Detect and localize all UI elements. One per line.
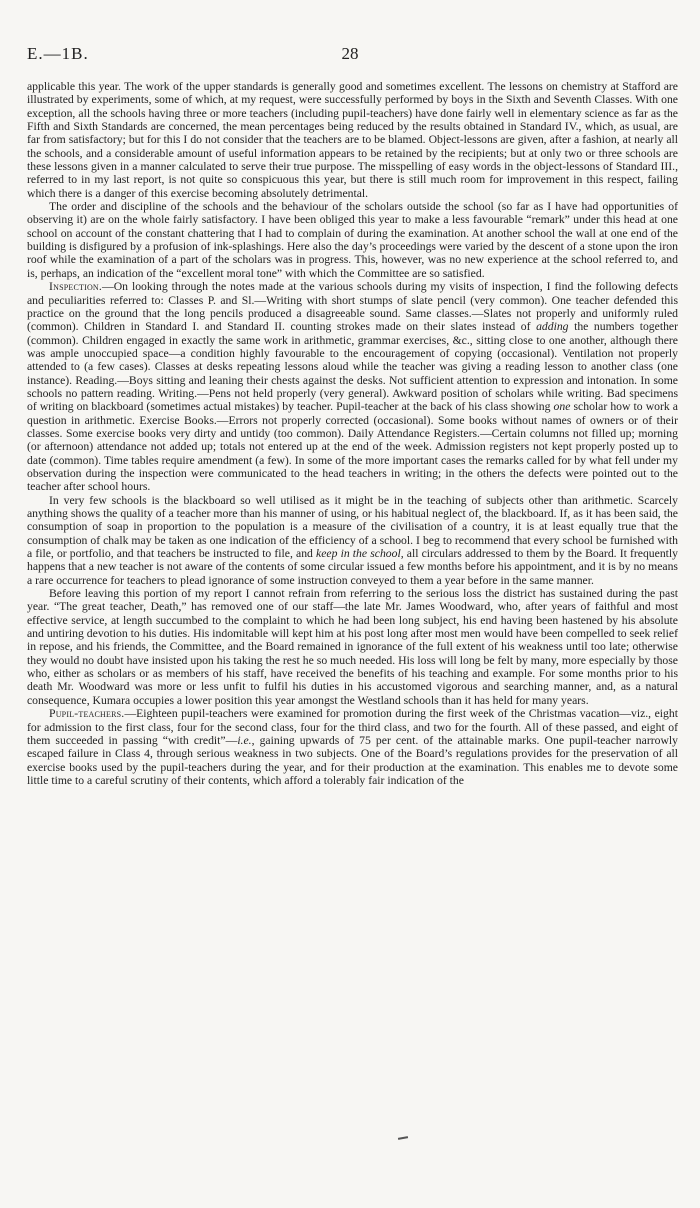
paragraph: [27, 587, 678, 707]
page-header: [0, 44, 700, 68]
paragraph-text: In very few schools is the blackboard so well utilised as it might be in the teaching of subjects other than arithmetic. Scarcely anything shows the quality of a teacher more than his manner of using, or his habitual neglect of, the blackboard. If, as it has been said, the consumption of soap in proportion to the population is a measure of the civilisation of a country, it is at least equally true that the consumption of chalk may be taken as one indication of the efficiency of a school. I beg to recommend that every school be furnished with a file, or portfolio, and that teachers be instructed to file, and: [27, 493, 678, 561]
paragraph-text: all circulars addressed to them by the Board. It frequently happens that a new teacher is not aware of the contents of some circular issued a few months before his appointment, and it is by no means a rare occurrence for teachers to plead ignorance of some instruction conveyed to them a year before in the same manner.: [27, 547, 679, 587]
paragraph-text: applicable this year. The work of the upper standards is generally good and sometimes excellent. The lessons on chemistry at Stafford are illustrated by experiments, some of which, at my request, were successfully performed by boys in the Sixth and Seventh Classes. With one exception, all the schools having three or more teachers (including pupil-teachers) have done fairly well in elementary science as far as the Fifth and Sixth Standards are concerned, the mean percentages being reduced by the results obtained in Standard IV., which, as usual, are far from satisfactory; but for this I do not consider that the teachers are to be blamed. Object-lessons are given, after a fashion, at nearly all the schools, and a considerable amount of useful information appears to be retained by the recipients; but at only two or three schools are these lessons given in a manner calculated to serve their true purpose. The misspelling of easy words in the object-lessons of Standard III., referred to in my last report, is not quite so conspicuous this year, but there is still much room for improvement in this respect, failing which there is a danger of this exercise becoming absolutely detrimental.: [27, 80, 678, 200]
paragraph: [27, 200, 678, 280]
section-heading: Pupil-teachers.: [49, 707, 125, 721]
document-body: [27, 80, 678, 787]
emphasis-text: one: [553, 400, 571, 414]
paragraph: [27, 707, 678, 787]
paragraph-text: the numbers together (common). Children engaged in exactly the same work in arithmetic, grammar exercises, &c., sitting close to one another, although there was ample unoccupied space—a condition highly favourable to the encouragement of copying (occasional). Ventilation not properly attended to (a few cases). Classes at desks repeating lessons aloud while the teacher was giving a reading lesson to another class (one instance). Reading.—Boys sitting and leaning their chests against the desks. Not sufficient attention to expression and intonation. In some schools no pattern reading. Writing.—Pens not held properly (very general). Awkward position of scholars while writing. Bad specimens of writing on blackboard (sometimes actual mistakes) by teacher. Pupil-teacher at the back of his class showing: [27, 320, 678, 414]
paragraph-text: Before leaving this portion of my report I cannot refrain from referring to the serious loss the district has sustained during the past year. “The great teacher, Death,” has removed one of our staff—the late Mr. James Woodward, who, after years of faithful and most effective service, at length succumbed to the complaint to which he had been long subject, his end having been hastened by his absolute and untiring devotion to his duties. His indomitable will kept him at his post long after most men would have been compelled to seek relief in repose, and his friends, the Committee, and the Board remained in ignorance of the full extent of his weakness until too late; otherwise they would no doubt have insisted upon his taking the rest he so much needed. His loss will long be felt by many, more especially by those who, either as scholars or as members of his staff, have received the benefits of his teaching and example. For some months prior to his death Mr. Woodward was more or less unfit to fulfil his duties in his accustomed vigorous and searching manner, and, as a natural consequence, Kumara occupies a lower position this year amongst the Westland schools than it has held for many years.: [27, 587, 678, 707]
paragraph: [27, 80, 678, 200]
page-number: 28: [341, 44, 359, 63]
section-heading: Inspection.: [49, 280, 103, 294]
paragraph-text: —Eighteen pupil-teachers were examined for promotion during the first week of the Christmas vacation—viz., eight for admission to the first class, four for the second class, four for the third class, and two for the fourth. All of these passed, and eight of them succeeded in passing “with credit”—: [27, 707, 678, 747]
ink-mark: [398, 1136, 408, 1140]
paragraph: [27, 280, 678, 494]
paragraph: [27, 494, 678, 587]
emphasis-text: adding: [536, 320, 569, 334]
paragraph-text: The order and discipline of the schools and the behaviour of the scholars outside the school (so far as I have had opportunities of observing it) are on the whole fairly satisfactory. I have been obliged this year to make a less favourable “remark” under this head at one school on account of the constant chattering that I had to complain of during the examination. At another school the wall at one end of the building is disfigured by a profusion of ink-splashings. Here also the day’s proceedings were varied by the descent of a stone upon the iron roof while the examination of a part of the scholars was in progress. This, however, was no new experience at the school referred to, and is, perhaps, an indication of the “excellent moral tone” with which the Committee are so satisfied.: [27, 200, 678, 280]
paragraph-text: —On looking through the notes made at the various schools during my visits of inspection, I find the following defects and peculiarities referred to: Classes P. and Sl.—Writing with short stumps of slate pencil (very common). One teacher defended this practice on the ground that the long pencils produced a disagreeable sound. Same classes.—Slates not properly and uniformly ruled (common). Children in Standard I. and Standard II. counting strokes made on their slates instead of: [27, 280, 678, 334]
emphasis-text: keep in the school,: [316, 547, 404, 561]
paragraph-text: , gaining upwards of 75 per cent. of the attainable marks. One pupil-teacher narrowly escaped failure in Class 4, through serious weakness in two subjects. One of the Board’s regulations provides for the preservation of all exercise books used by the pupil-teachers during the year, and for their production at the examination. This enables me to devote some little time to a careful scrutiny of their contents, which afford a tolerably fair indication of the: [27, 733, 678, 787]
document-reference: E.—1B.: [27, 44, 89, 63]
emphasis-text: i.e.: [237, 733, 252, 747]
paragraph-text: scholar how to work a question in arithmetic. Exercise Books.—Errors not properly corrected (occasional). Some books without names of owners or of their classes. Some exercise books very dirty and untidy (too common). Daily Attendance Registers.—Certain columns not filled up; morning (or afternoon) attendance not added up; totals not entered up at the end of the week. Admission registers not kept properly posted up to date (common). Time tables require amendment (a few). In some of the more important cases the remarks called for by what fell under my observation during the inspection were communicated to the head teachers in writing; in the others the defects were pointed out to the teacher after school hours.: [27, 400, 678, 494]
